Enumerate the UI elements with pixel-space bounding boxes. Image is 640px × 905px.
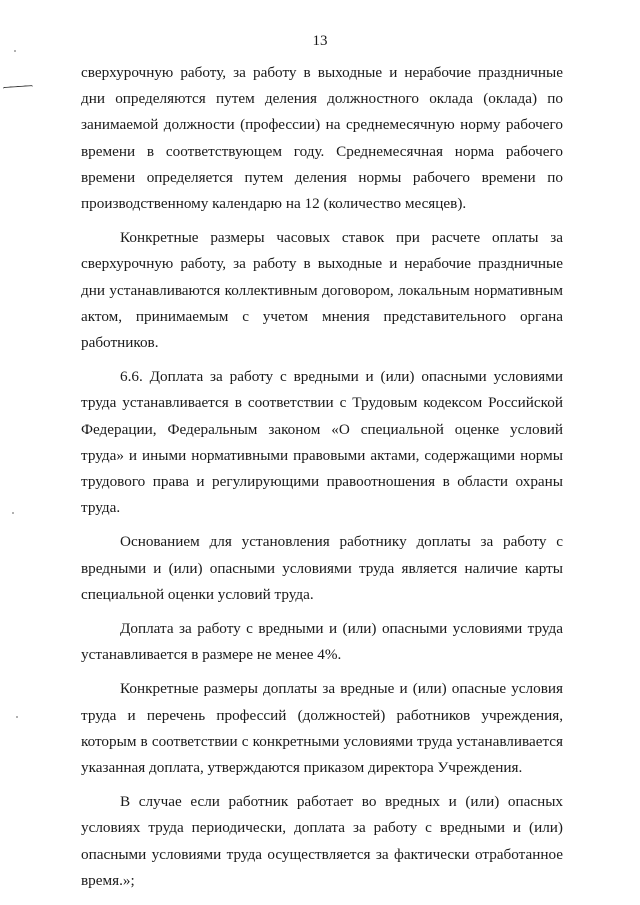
paragraph-periodic-hazard-work: В случае если работник работает во вредных и (или) опасных условиях труда периодически, доплата за работу с вредными и (или) опасными условиями труда осуществляется за фактически отработанное время.»;: [81, 793, 563, 889]
paragraph-hourly-rate-sizes: Конкретные размеры часовых ставок при расчете оплаты за сверхурочную работу, за работу в выходные и нерабочие праздничные дни устанавливаются коллективным договором, локальным нормативным актом, принимаемым с учетом мнения представительного органа работников.: [81, 229, 563, 352]
page-number: 13: [312, 33, 328, 49]
paragraph-hazard-surcharge-grounds: Основанием для установления работнику доплаты за работу с вредными и (или) опасными условиями труда является наличие карты специальной оценки условий труда.: [81, 533, 563, 603]
paragraph-overtime-rate-calculation: сверхурочную работу, за работу в выходные и нерабочие праздничные дни определяются путем деления должностного оклада (оклада) по занимаемой должности (профессии) на среднемесячную норму рабочего времени в соответствующем году. Среднемесячная норма рабочего времени определяется путем деления нормы рабочего времени по производственному календарю на 12 (количество месяцев).: [81, 64, 563, 213]
margin-scan-dot: [16, 716, 18, 718]
margin-scan-dot: [14, 50, 16, 52]
paragraph-hazard-surcharge-minimum: Доплата за работу с вредными и (или) опасными условиями труда устанавливается в размере не менее 4%.: [81, 620, 563, 664]
paragraph-hazard-surcharge-basis: 6.6. Доплата за работу с вредными и (или) опасными условиями труда устанавливается в соответствии с Трудовым кодексом Российской Федерации, Федеральным законом «О специальной оценке условий труда» и иными нормативными правовыми актами, содержащими нормы трудового права и регулирующими правоотношения в области охраны труда.: [81, 368, 563, 517]
margin-scan-dot: [12, 512, 14, 514]
margin-scan-mark: [3, 85, 33, 91]
paragraph-hazard-surcharge-approval: Конкретные размеры доплаты за вредные и (или) опасные условия труда и перечень профессий (должностей) работников учреждения, которым в соответствии с конкретными условиями труда устанавливается указанная доплата, утверждаются приказом директора Учреждения.: [81, 680, 563, 777]
document-body: [81, 60, 563, 902]
